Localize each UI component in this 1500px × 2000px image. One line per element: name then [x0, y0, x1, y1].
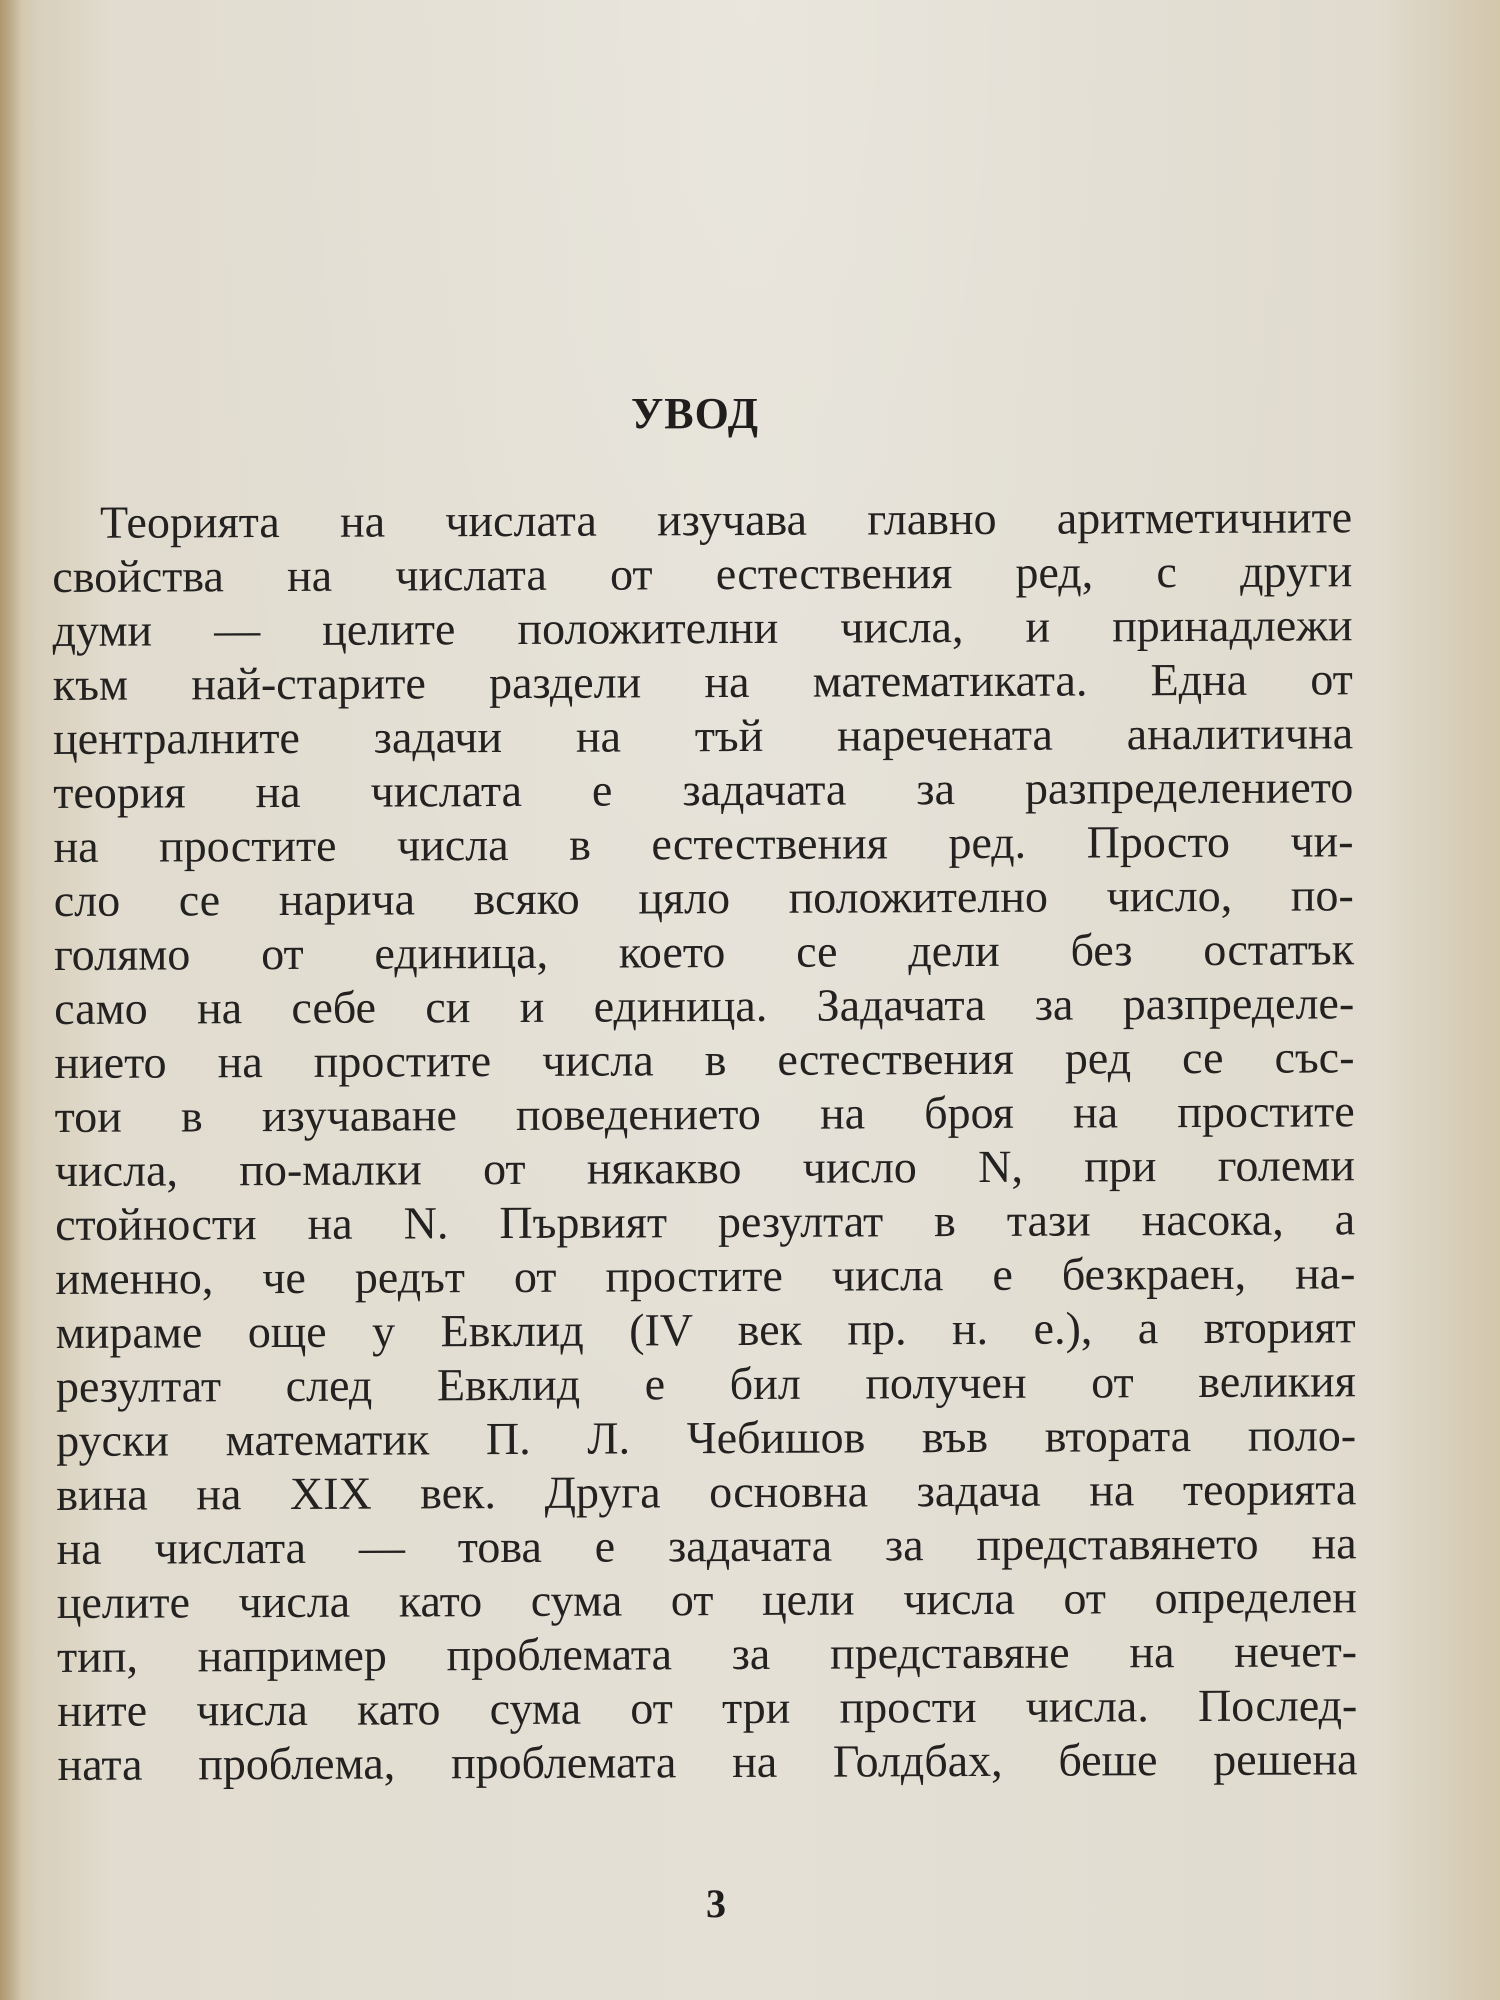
text-line: на числата — това е задачата за представянето на — [56, 1517, 1357, 1574]
text-line: сло се нарича всяко цяло положително число, по- — [53, 869, 1354, 926]
text-line: вина на XIX век. Друга основна задача на теорията — [56, 1463, 1357, 1520]
text-line: тои в изучаване поведението на броя на простите — [54, 1085, 1355, 1142]
text-line: именно, че редът от простите числа е безкраен, на- — [55, 1247, 1356, 1304]
text-line: централните задачи на тъй наречената аналитична — [52, 707, 1354, 764]
text-line: целите числа като сума от цели числа от определен — [56, 1571, 1357, 1628]
text-line: свойства на числата от естествения ред, с други — [52, 545, 1353, 602]
text-line: нието на простите числа в естествения ред се със- — [54, 1031, 1355, 1088]
text-line: тип, например проблемата за представяне на нечет- — [56, 1625, 1358, 1682]
text-line: числа, по-малки от някакво число N, при големи — [54, 1139, 1356, 1196]
text-line: думи — целите положителни числа, и принадлежи — [52, 599, 1353, 656]
text-line: на простите числа в естествения ред. Просто чи- — [53, 815, 1354, 872]
text-line: Теорията на числата изучава главно аритметичните — [100, 491, 1353, 548]
text-line: мираме още у Евклид (IV век пр. н. е.), а вторият — [55, 1301, 1356, 1358]
text-line: ните числа като сума от три прости числа. Послед- — [57, 1679, 1358, 1736]
text-line: към най-старите раздели на математиката. Една от — [52, 653, 1353, 710]
text-line: голямо от единица, което се дели без остатък — [53, 923, 1355, 980]
text-line: само на себе си и единица. Задачата за разпределе- — [54, 977, 1355, 1034]
text-line: руски математик П. Л. Чебишов във втората поло- — [56, 1409, 1357, 1466]
text-line: резултат след Евклид е бил получен от великия — [55, 1355, 1356, 1412]
chapter-heading: УВОД — [631, 389, 759, 438]
text-line: теория на числата е задачата за разпределението — [53, 761, 1354, 818]
body-paragraph — [52, 490, 1358, 1792]
text-line: ната проблема, проблемата на Голдбах, беше решена — [57, 1733, 1358, 1790]
page-number: 3 — [706, 1881, 726, 1926]
text-line: стойности на N. Първият резултат в тази насока, а — [55, 1193, 1356, 1250]
